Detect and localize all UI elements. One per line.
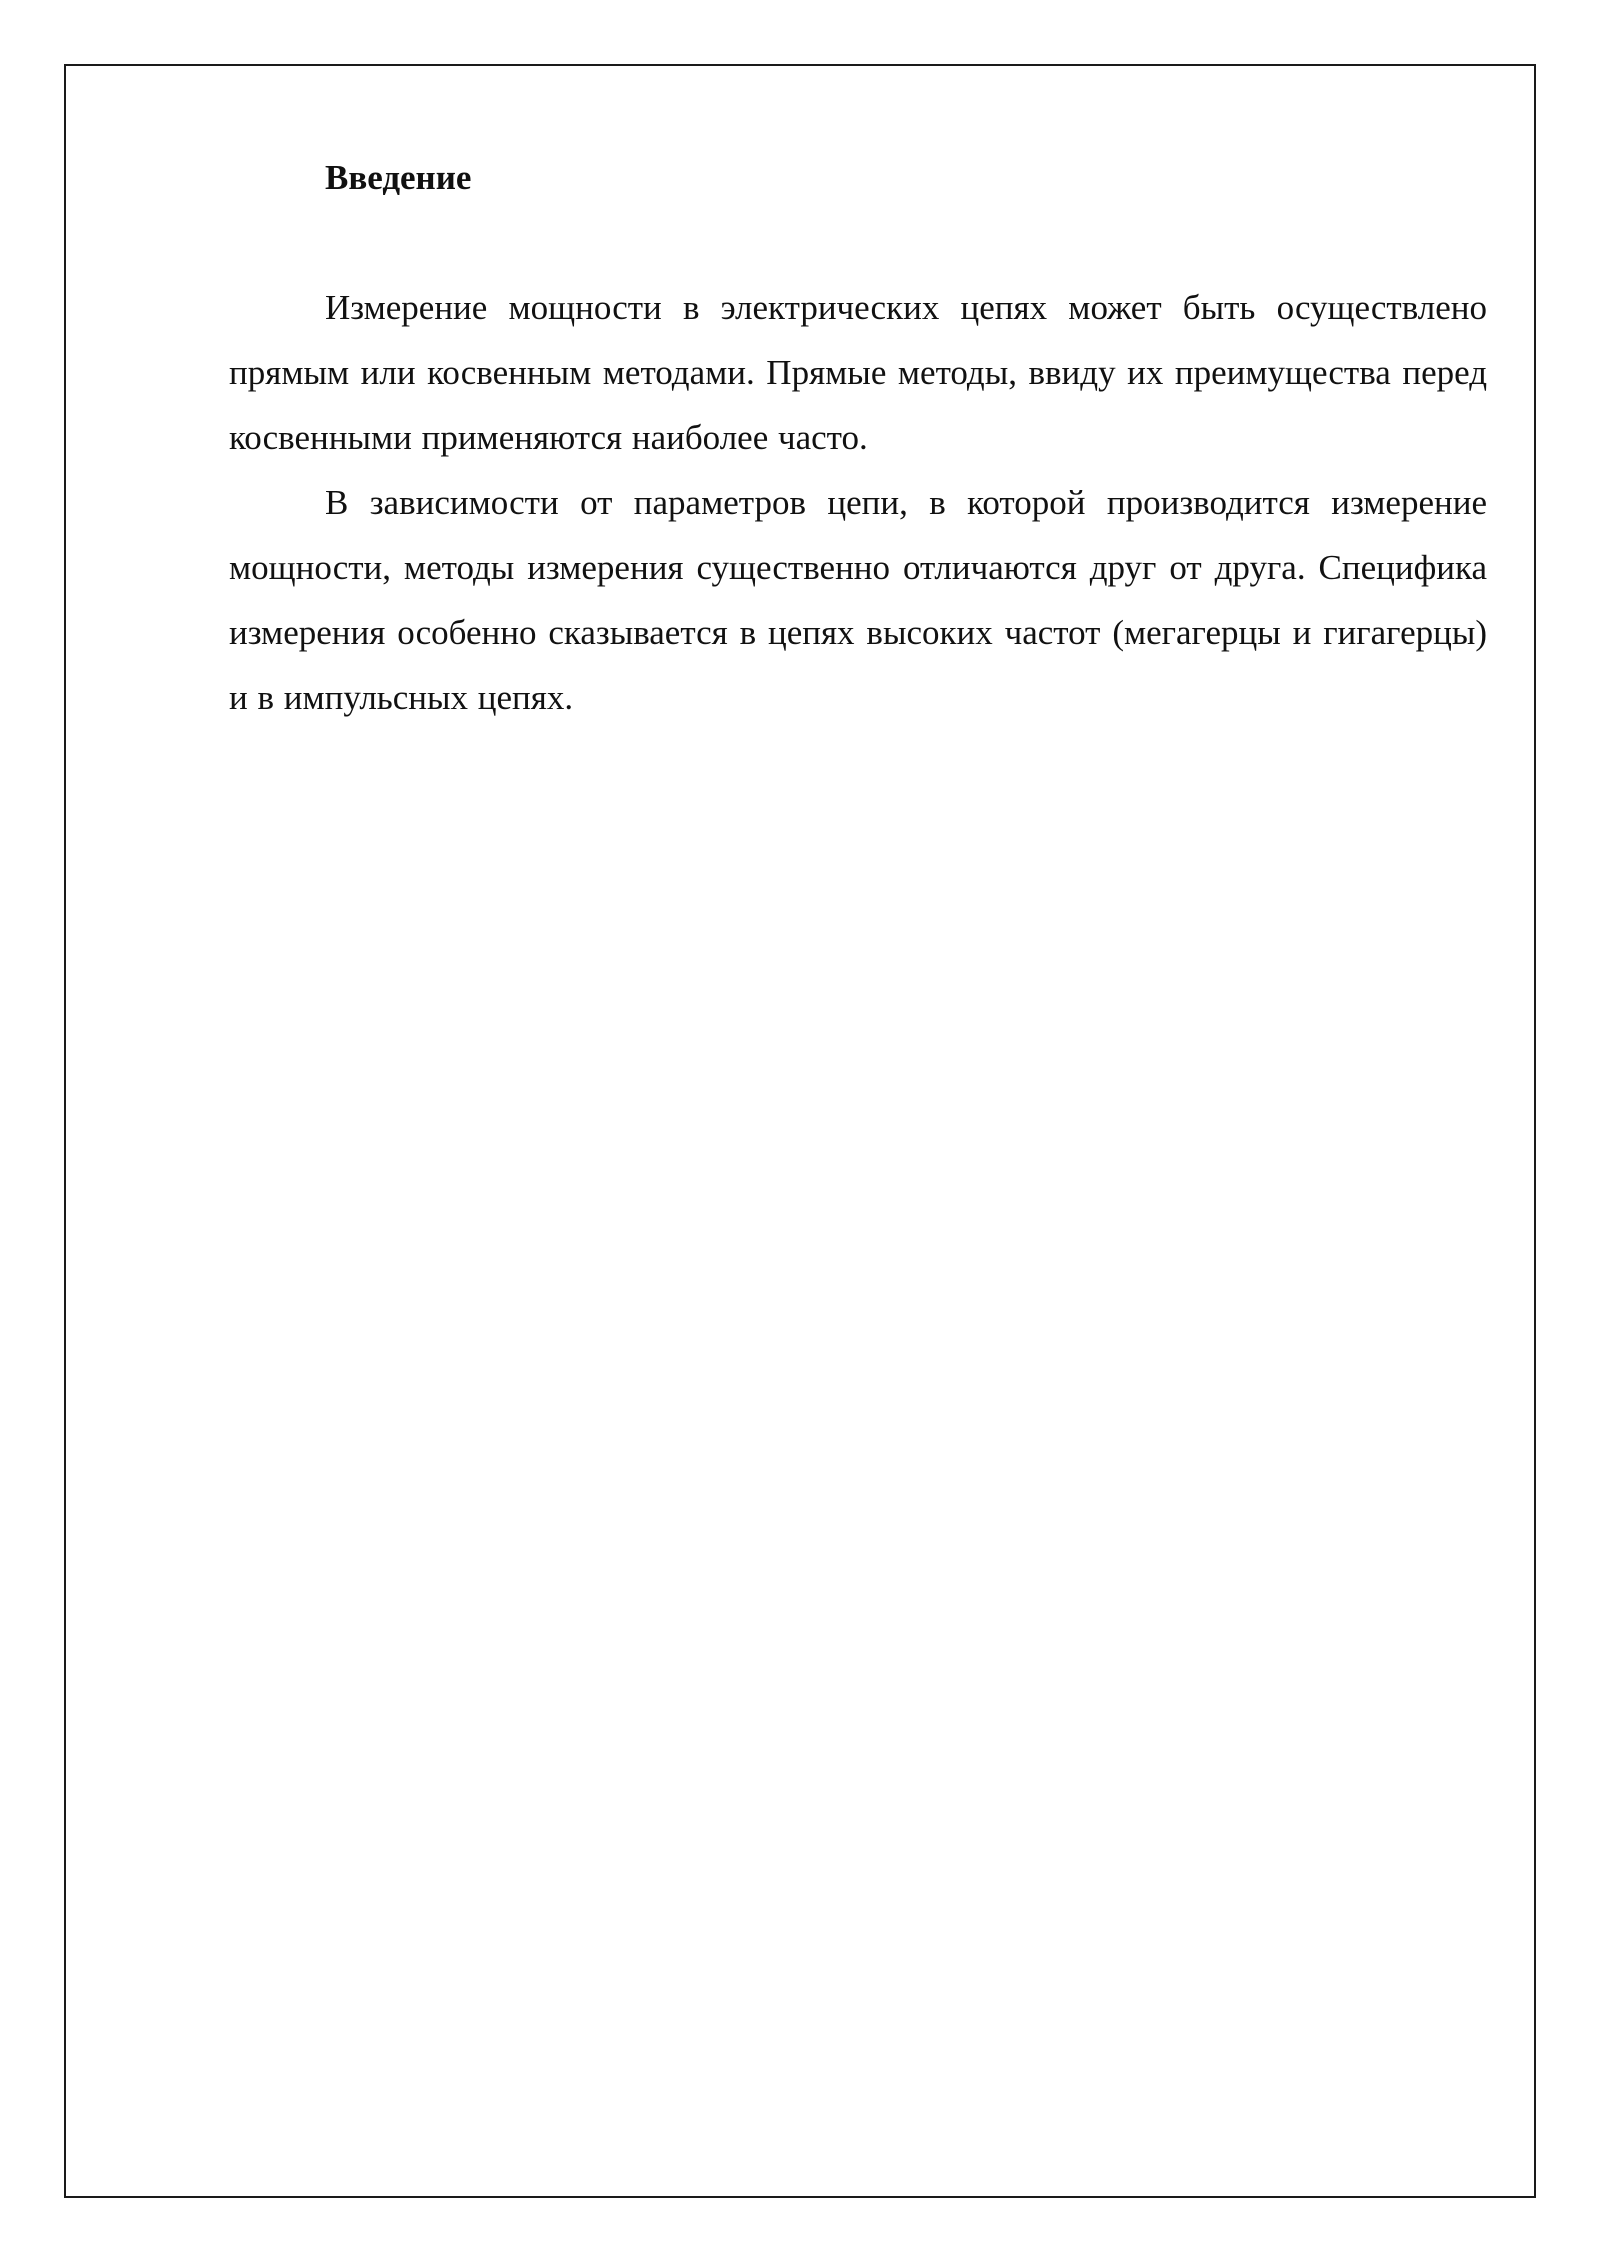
- paragraph-1: Измерение мощности в электрических цепях может быть осуществлено прямым или косвенным методами. Прямые методы, ввиду их преимущества перед косвенными применяются наиболее часто.: [229, 288, 1487, 457]
- paragraph-2: В зависимости от параметров цепи, в которой производится измерение мощности, методы измерения существенно отличаются друг от друга. Специфика измерения особенно сказывается в цепях высоких частот (мегагерцы и гигагерцы) и в импульсных цепях.: [229, 483, 1487, 717]
- section-heading: Введение: [325, 158, 472, 197]
- document-body: [229, 145, 1487, 730]
- heading-spacer: [229, 210, 1487, 275]
